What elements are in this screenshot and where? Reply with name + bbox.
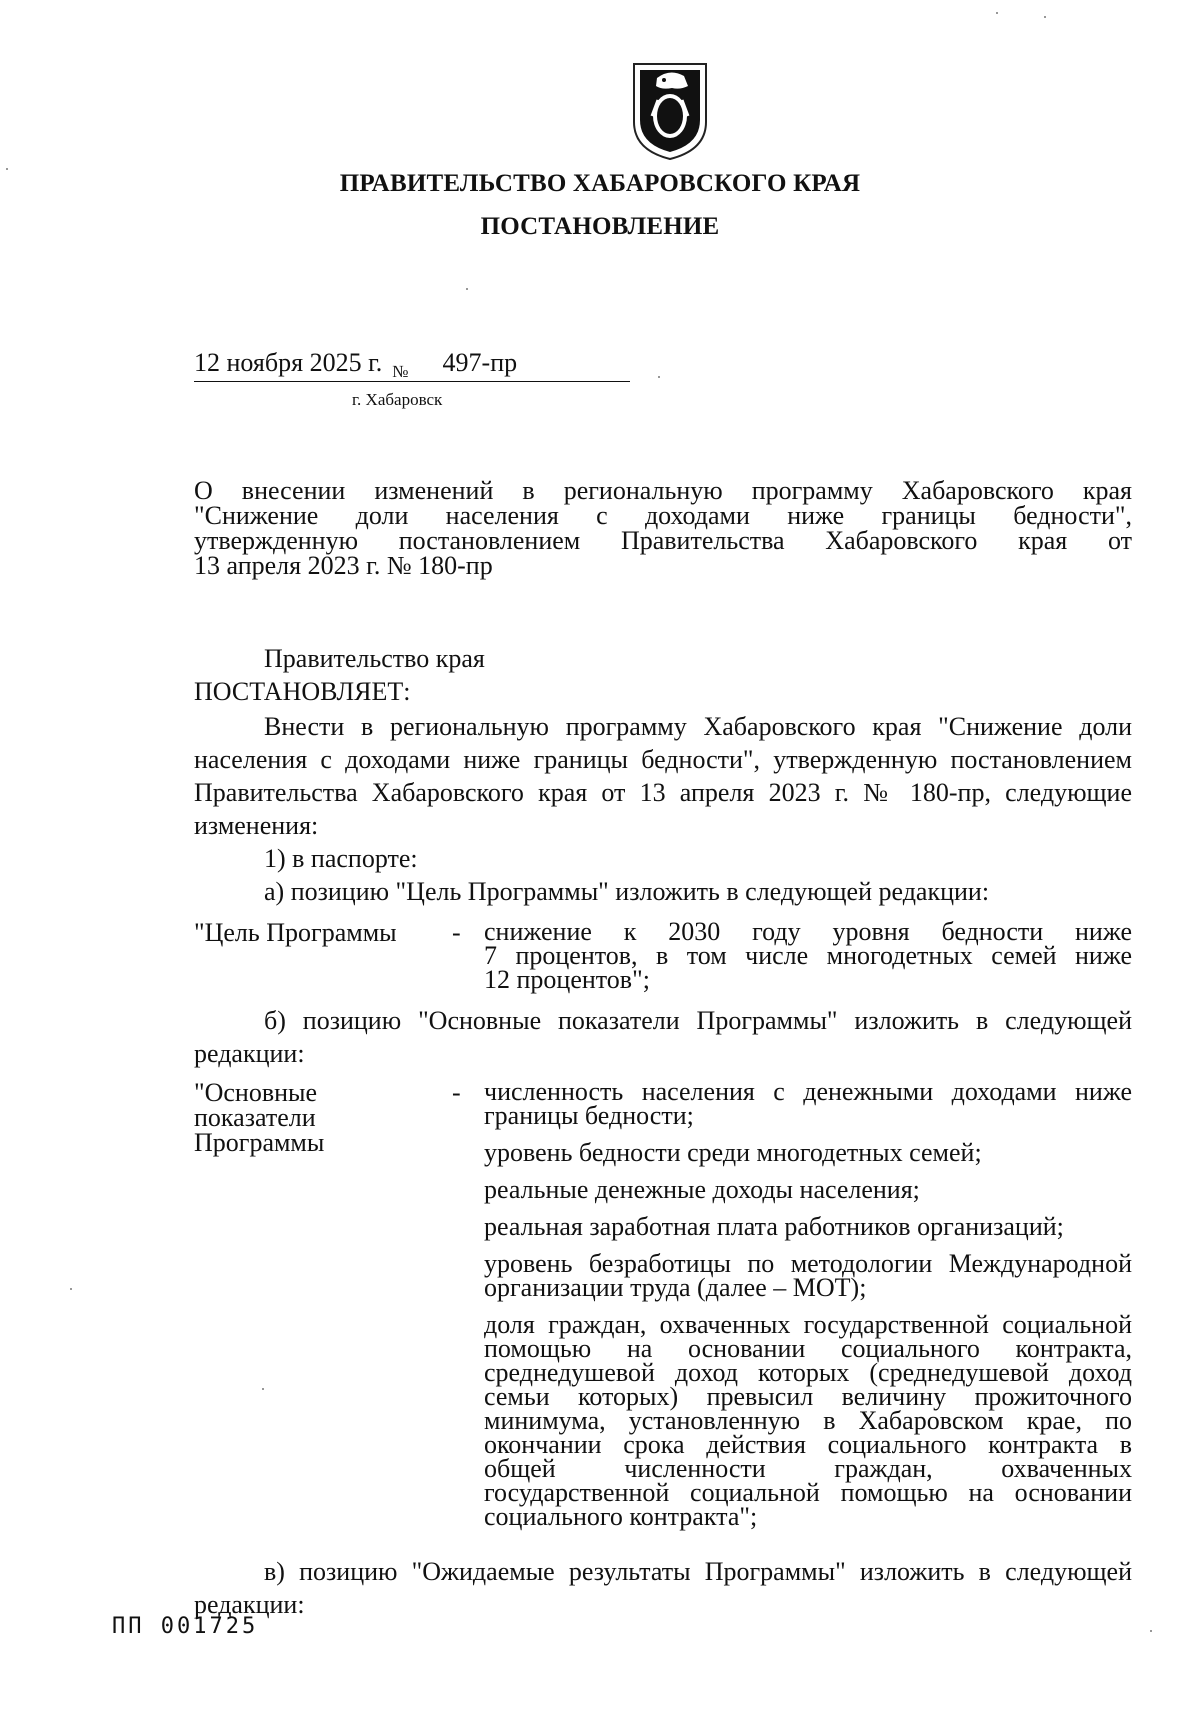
indicators-label xyxy=(194,1080,324,1155)
scan-speck xyxy=(996,12,998,14)
subject-line: "Снижение доли населения с доходами ниже границы бедности", xyxy=(194,501,1132,530)
subject-line: 13 апреля 2023 г. № 180-пр xyxy=(194,551,493,580)
coat-of-arms-icon xyxy=(628,60,712,162)
item-1: 1) в паспорте: xyxy=(264,844,418,873)
scan-speck xyxy=(262,1388,264,1390)
document-subject xyxy=(194,478,1132,578)
government-title: ПРАВИТЕЛЬСТВО ХАБАРОВСКОГО КРАЯ xyxy=(339,170,861,197)
scan-speck xyxy=(1044,16,1046,18)
scan-speck xyxy=(70,1288,72,1290)
indicators-label-line: показатели xyxy=(194,1103,316,1132)
city: г. Хабаровск xyxy=(352,390,443,409)
indicator-item: доля граждан, охваченных государственной социальной помощью на основании социального контракта, среднедушевой доход которых (среднедушевой доход семьи которых) превысил величину прожиточного минимума, установленную в Хабаровском крае, по окончании срока действия социального контракта в общей численности граждан, охваченных государственной социальной помощью на основании социального контракта"; xyxy=(484,1310,1132,1531)
item-b-paragraph xyxy=(194,1004,1132,1070)
item-c: в) позицию "Ожидаемые результаты Программы" изложить в следующей редакции: xyxy=(194,1557,1132,1619)
document-type-title: ПОСТАНОВЛЕНИЕ xyxy=(480,213,720,240)
scan-speck xyxy=(658,376,660,378)
scan-speck xyxy=(6,168,8,170)
item-c-paragraph xyxy=(194,1555,1132,1621)
date-number-line xyxy=(194,348,518,381)
number-sign: № xyxy=(392,362,409,381)
document-number: 497-пр xyxy=(442,348,518,377)
indicator-item: уровень бедности среди многодетных семей; xyxy=(484,1138,982,1167)
goal-line: 12 процентов"; xyxy=(484,965,650,994)
indicator-item: уровень безработицы по методологии Международной организации труда (далее – МОТ); xyxy=(484,1249,1132,1302)
indicators-label-line: "Основные xyxy=(194,1078,318,1107)
scan-speck xyxy=(466,288,468,290)
item-a: а) позицию "Цель Программы" изложить в следующей редакции: xyxy=(264,877,990,906)
indicator-item: численность населения с денежными доходами ниже границы бедности; xyxy=(484,1077,1132,1130)
intro-text: Внести в региональную программу Хабаровского края "Снижение доли населения с доходами ниже границы бедности", утвержденную постановлением Правительства Хабаровского края от 13 апреля 2023 г. № 180-пр, следующие изменения: xyxy=(194,712,1132,840)
document-code: ПП 001725 xyxy=(112,1614,259,1639)
subject-line: утвержденную постановлением Правительства Хабаровского края от xyxy=(194,526,1132,555)
indicators-label-line: Программы xyxy=(194,1128,325,1157)
goal-dash: - xyxy=(452,918,461,947)
decree-word: ПОСТАНОВЛЯЕТ: xyxy=(194,677,411,706)
goal-text xyxy=(484,917,1132,994)
indicator-item: реальная заработная плата работников организаций; xyxy=(484,1212,1064,1241)
subject-line: О внесении изменений в региональную программу Хабаровского края xyxy=(194,476,1132,505)
item-b: б) позицию "Основные показатели Программы" изложить в следующей редакции: xyxy=(194,1006,1132,1068)
goal-label: "Цель Программы xyxy=(194,918,397,947)
indicators-dash: - xyxy=(452,1078,461,1107)
indicator-item: реальные денежные доходы населения; xyxy=(484,1175,920,1204)
document-date: 12 ноября 2025 г. xyxy=(194,348,383,377)
intro-paragraph xyxy=(194,710,1132,842)
goal-line: снижение к 2030 году уровня бедности ниже xyxy=(484,917,1132,946)
indicators-list xyxy=(484,1077,1132,1542)
date-underline xyxy=(194,381,630,382)
lead-text: Правительство края xyxy=(264,644,485,673)
scan-speck xyxy=(1150,1630,1152,1632)
goal-line: 7 процентов, в том числе многодетных семей ниже xyxy=(484,941,1132,970)
